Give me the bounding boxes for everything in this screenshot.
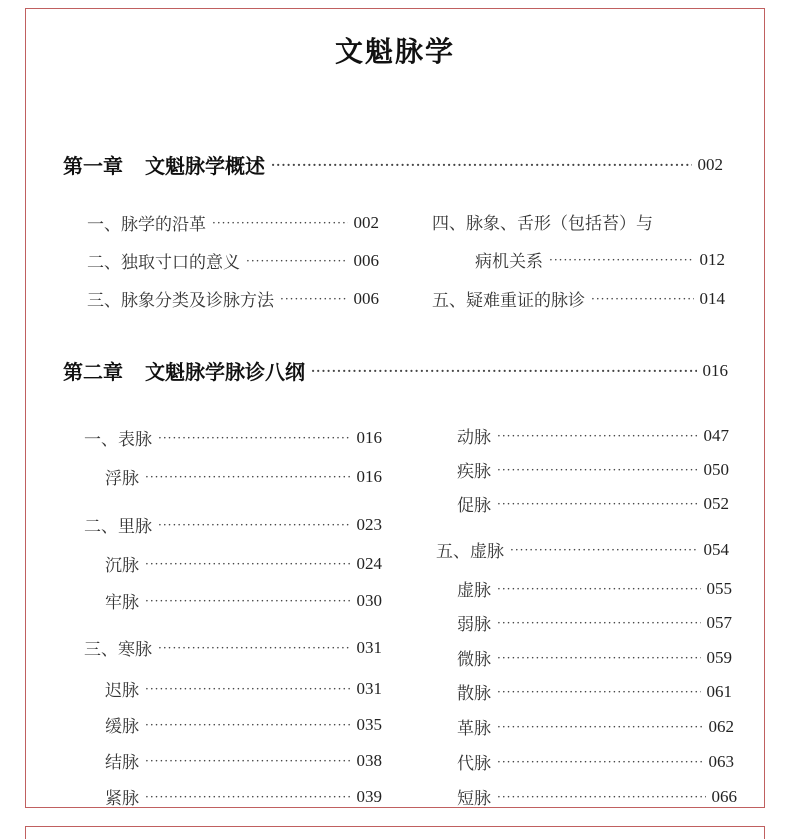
page-number: 061 (706, 681, 732, 701)
leader-dots (145, 683, 351, 695)
page-number: 035 (356, 714, 382, 734)
page-number: 014 (699, 288, 725, 308)
toc-entry[interactable] (457, 610, 732, 635)
entry-label: 代脉 (457, 754, 491, 774)
page-number: 024 (356, 553, 382, 573)
leader-dots (145, 719, 351, 731)
toc-entry[interactable] (475, 247, 725, 272)
toc-section[interactable] (84, 512, 382, 537)
entry-label: 五、疑难重证的脉诊 (432, 291, 585, 311)
toc-entry[interactable] (105, 784, 382, 809)
leader-dots (497, 791, 706, 803)
entry-label: 微脉 (457, 650, 491, 670)
page-number: 052 (703, 493, 729, 513)
leader-dots (497, 583, 701, 595)
toc-chapter-2[interactable] (63, 356, 728, 385)
entry-label: 二、独取寸口的意义 (87, 253, 240, 273)
toc-entry[interactable] (457, 457, 729, 482)
entry-label: 二、里脉 (84, 517, 152, 537)
entry-label: 牢脉 (105, 593, 139, 613)
toc-entry[interactable] (457, 423, 729, 448)
page-number: 023 (356, 514, 382, 534)
leader-dots (497, 430, 698, 442)
leader-dots (212, 217, 348, 229)
entry-label: 紧脉 (105, 789, 139, 809)
leader-dots (497, 686, 701, 698)
leader-dots (145, 471, 351, 483)
page-number: 066 (711, 786, 737, 806)
leader-dots (311, 365, 697, 377)
page-number: 006 (353, 288, 379, 308)
entry-label: 一、脉学的沿革 (87, 215, 206, 235)
leader-dots (497, 721, 703, 733)
leader-dots (497, 498, 698, 510)
entry-label: 结脉 (105, 753, 139, 773)
toc-chapter-1[interactable] (63, 150, 723, 179)
toc-entry[interactable] (105, 588, 382, 613)
toc-entry-line1[interactable]: 四、脉象、舌形（包括苔）与 (432, 214, 653, 234)
leader-dots (271, 159, 692, 171)
entry-label: 动脉 (457, 428, 491, 448)
entry-label: 五、虚脉 (436, 542, 504, 562)
page-number: 031 (356, 637, 382, 657)
chapter-number: 第一章 (63, 154, 123, 178)
page-number: 038 (356, 750, 382, 770)
page-number: 050 (703, 459, 729, 479)
entry-label: 弱脉 (457, 615, 491, 635)
toc-entry[interactable] (457, 491, 729, 516)
leader-dots (497, 464, 698, 476)
page-number: 006 (353, 250, 379, 270)
leader-dots (549, 254, 694, 266)
entry-label: 缓脉 (105, 717, 139, 737)
toc-entry[interactable] (432, 286, 725, 311)
toc-entry[interactable] (105, 712, 382, 737)
entry-label: 三、脉象分类及诊脉方法 (87, 291, 274, 311)
toc-entry[interactable] (457, 784, 737, 809)
entry-label: 三、寒脉 (84, 640, 152, 660)
chapter-title: 文魁脉学概述 (145, 154, 265, 178)
entry-label: 短脉 (457, 789, 491, 809)
entry-label: 迟脉 (105, 681, 139, 701)
toc-section[interactable] (84, 635, 382, 660)
toc-entry[interactable] (105, 676, 382, 701)
entry-label: 浮脉 (105, 469, 139, 489)
page-number: 059 (706, 647, 732, 667)
leader-dots (158, 432, 351, 444)
page-number: 002 (353, 212, 379, 232)
entry-label: 促脉 (457, 496, 491, 516)
toc-entry[interactable] (457, 679, 732, 704)
leader-dots (145, 595, 351, 607)
leader-dots (497, 617, 701, 629)
entry-label: 疾脉 (457, 462, 491, 482)
page-number: 057 (706, 612, 732, 632)
page-number: 055 (706, 578, 732, 598)
toc-section[interactable] (436, 537, 729, 562)
page-number: 016 (702, 360, 728, 380)
leader-dots (246, 255, 348, 267)
toc-entry[interactable] (105, 464, 382, 489)
toc-entry[interactable] (87, 248, 379, 273)
page-number: 002 (697, 154, 723, 174)
entry-label: 一、表脉 (84, 430, 152, 450)
chapter-title: 文魁脉学脉诊八纲 (145, 360, 305, 384)
toc-entry[interactable] (457, 714, 734, 739)
toc-entry[interactable] (457, 645, 732, 670)
page-number: 031 (356, 678, 382, 698)
entry-label: 病机关系 (475, 252, 543, 272)
toc-entry[interactable] (105, 551, 382, 576)
entry-label: 革脉 (457, 719, 491, 739)
page-number: 030 (356, 590, 382, 610)
toc-entry[interactable] (105, 748, 382, 773)
page-number: 062 (708, 716, 734, 736)
chapter-number: 第二章 (63, 360, 123, 384)
page-number: 016 (356, 427, 382, 447)
page-number: 016 (356, 466, 382, 486)
leader-dots (591, 293, 694, 305)
leader-dots (158, 519, 351, 531)
toc-entry[interactable] (457, 576, 732, 601)
page-number: 054 (703, 539, 729, 559)
toc-entry[interactable] (457, 749, 734, 774)
page-number: 047 (703, 425, 729, 445)
page-number: 012 (699, 249, 725, 269)
leader-dots (497, 652, 701, 664)
entry-label: 沉脉 (105, 556, 139, 576)
leader-dots (280, 293, 348, 305)
entry-label: 散脉 (457, 684, 491, 704)
page-number: 039 (356, 786, 382, 806)
leader-dots (145, 558, 351, 570)
leader-dots (510, 544, 698, 556)
leader-dots (145, 755, 351, 767)
next-page-border (25, 826, 765, 839)
leader-dots (145, 791, 351, 803)
leader-dots (158, 642, 351, 654)
page-number: 063 (708, 751, 734, 771)
leader-dots (497, 756, 703, 768)
toc-entry[interactable] (87, 210, 379, 235)
book-title: 文魁脉学 (334, 35, 455, 68)
toc-section[interactable] (84, 425, 382, 450)
toc-entry[interactable] (87, 286, 379, 311)
entry-label: 虚脉 (457, 581, 491, 601)
